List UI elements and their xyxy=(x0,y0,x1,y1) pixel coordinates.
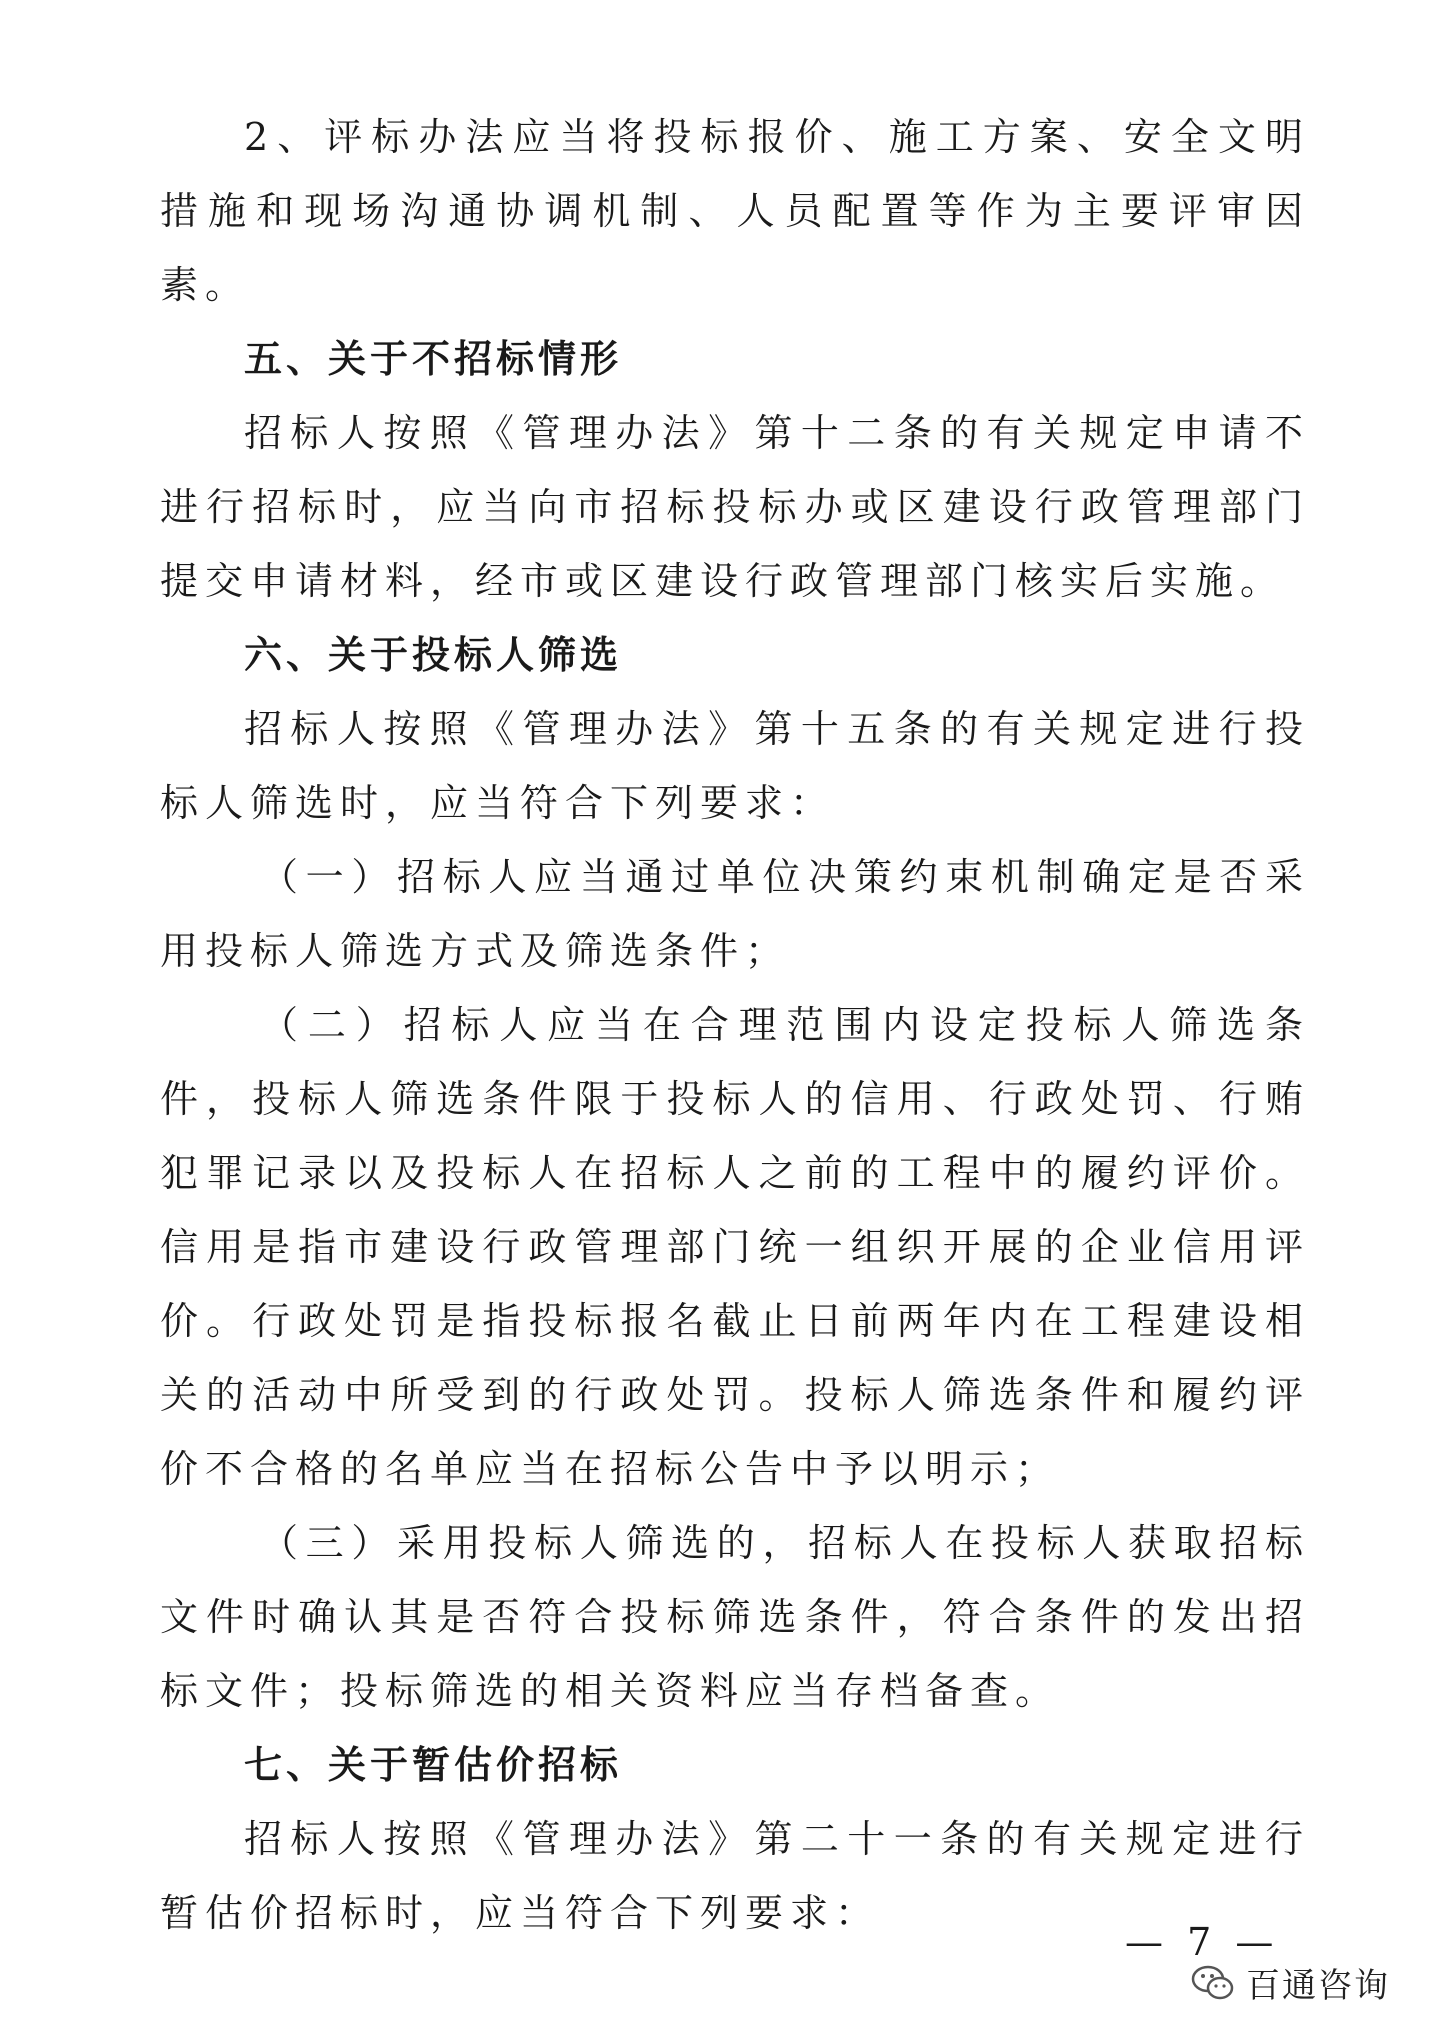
heading-section-7: 七、关于暂估价招标 xyxy=(244,1743,623,1787)
paragraph-item-1: （一）招标人应当通过单位决策约束机制确定是否采用投标人筛选方式及筛选条件； xyxy=(160,855,1310,973)
paragraph-evaluation-method: 2、评标办法应当将投标报价、施工方案、安全文明措施和现场沟通协调机制、人员配置等作为主要评审因素。 xyxy=(160,115,1310,307)
paragraph-bidder-screening: 招标人按照《管理办法》第十五条的有关规定进行投标人筛选时，应当符合下列要求： xyxy=(160,707,1310,825)
watermark xyxy=(1190,1958,1390,2007)
heading-section-6: 六、关于投标人筛选 xyxy=(244,633,623,677)
paragraph-item-2: （二）招标人应当在合理范围内设定投标人筛选条件，投标人筛选条件限于投标人的信用、行政处罚、行贿犯罪记录以及投标人在招标人之前的工程中的履约评价。信用是指市建设行政管理部门统一组织开展的企业信用评价。行政处罚是指投标报名截止日前两年内在工程建设相关的活动中所受到的行政处罚。投标人筛选条件和履约评价不合格的名单应当在招标公告中予以明示； xyxy=(160,1003,1310,1491)
watermark-text: 百通咨询 xyxy=(1246,1966,1390,2006)
page-number: — 7 — xyxy=(1125,1920,1280,1964)
heading-section-5: 五、关于不招标情形 xyxy=(244,337,623,381)
paragraph-provisional-price: 招标人按照《管理办法》第二十一条的有关规定进行暂估价招标时，应当符合下列要求： xyxy=(160,1817,1310,1935)
paragraph-no-tender: 招标人按照《管理办法》第十二条的有关规定申请不进行招标时，应当向市招标投标办或区建设行政管理部门提交申请材料，经市或区建设行政管理部门核实后实施。 xyxy=(160,411,1310,603)
document-body xyxy=(160,100,1310,1950)
paragraph-item-3: （三）采用投标人筛选的，招标人在投标人获取招标文件时确认其是否符合投标筛选条件，符合条件的发出招标文件；投标筛选的相关资料应当存档备查。 xyxy=(160,1521,1310,1713)
wechat-icon xyxy=(1190,1963,1236,2003)
